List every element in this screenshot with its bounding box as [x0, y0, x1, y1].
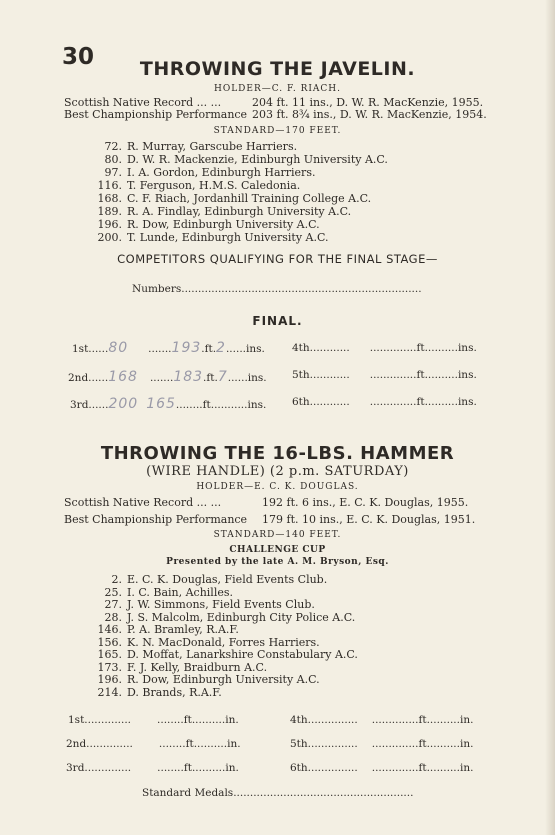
competitor-name: D. Moffat, Lanarkshire Constabulary A.C.	[127, 648, 358, 661]
javelin-record-label: Scottish Native Record ... ...	[64, 96, 222, 109]
javelin-holder: HOLDER—C. F. RIACH.	[213, 84, 342, 94]
handwritten-entry: 80	[108, 340, 129, 356]
result-row	[290, 762, 473, 774]
competitor-number: 27.	[104, 598, 122, 611]
competitor-number: 156.	[97, 635, 122, 649]
dot-leader: ............	[309, 369, 350, 381]
handwritten-feet: 183	[173, 369, 204, 385]
javelin-record-value: 204 ft. 11 ins., D. W. R. MacKenzie, 1955.	[252, 96, 484, 109]
result-row	[68, 714, 239, 726]
competitor-row	[82, 140, 388, 153]
dot-leader: ............	[309, 396, 350, 408]
feet-inches-label: ..............ft..........in.	[371, 762, 474, 774]
inches-label: ..........ins.	[214, 399, 267, 411]
challenge-cup: CHALLENGE CUP	[229, 545, 326, 555]
dot-leader: .......	[149, 372, 174, 384]
competitor-name: R. Murray, Garscube Harriers.	[127, 140, 298, 153]
dot-leader: ......	[88, 399, 109, 411]
competitor-row	[82, 648, 358, 661]
dot-leader: ..............	[84, 714, 132, 726]
handwritten-entry: 168	[108, 369, 138, 385]
result-place: 4th	[292, 342, 310, 354]
dot-leader: ...............	[307, 714, 358, 726]
result-row	[68, 369, 267, 385]
result-place: 3rd	[70, 399, 89, 411]
handwritten-feet: 165	[146, 396, 176, 412]
competitor-row	[82, 192, 388, 205]
result-place: 3rd	[66, 762, 85, 774]
result-place: 1st	[68, 714, 85, 726]
competitor-number: 168.	[97, 192, 122, 205]
competitor-name: T. Lunde, Edinburgh University A.C.	[127, 231, 329, 244]
competitor-name: I. C. Bain, Achilles.	[127, 585, 233, 599]
handwritten-inches: 2	[216, 340, 226, 356]
competitor-row	[82, 636, 358, 649]
javelin-best-label: Best Championship Performance	[64, 108, 248, 121]
competitor-row	[82, 661, 358, 674]
competitor-name: F. J. Kelly, Braidburn A.C.	[127, 660, 268, 674]
result-row	[290, 738, 473, 750]
hammer-best-value: 179 ft. 10 ins., E. C. K. Douglas, 1951.	[262, 513, 476, 526]
javelin-standard: STANDARD—170 FEET.	[213, 126, 342, 136]
competitor-row	[82, 586, 358, 599]
qualifying-heading: COMPETITORS QUALIFYING FOR THE FINAL STAGE—	[117, 252, 438, 266]
feet-inches-label: ........ft..........in.	[157, 762, 239, 774]
competitor-number: 200.	[97, 231, 122, 244]
result-row	[290, 714, 473, 726]
javelin-best-value: 203 ft. 8¾ ins., D. W. R. MacKenzie, 1954.	[252, 108, 487, 121]
competitor-row	[82, 179, 388, 192]
hammer-standard: STANDARD—140 FEET.	[213, 530, 342, 540]
result-place: 2nd	[66, 738, 87, 750]
final-heading: FINAL.	[252, 314, 303, 328]
result-row	[66, 738, 241, 750]
competitor-name: K. N. MacDonald, Forres Harriers.	[127, 635, 320, 649]
feet-label: .ft.	[199, 399, 215, 411]
handwritten-inches: 7	[217, 369, 228, 385]
feet-inches-label: ..............ft..........in.	[371, 738, 474, 750]
competitor-number: 189.	[97, 205, 122, 218]
competitor-name: T. Ferguson, H.M.S. Caledonia.	[127, 179, 301, 192]
qualifying-numbers-line: Numbers........................................................................	[132, 283, 422, 295]
competitor-row	[82, 686, 358, 699]
competitor-number: 173.	[97, 660, 122, 674]
competitor-number: 80.	[104, 153, 122, 166]
competitor-name: E. C. K. Douglas, Field Events Club.	[127, 573, 328, 586]
inches-label: ......ins.	[225, 343, 265, 355]
feet-inches-label: ..............ft..........ins.	[369, 396, 477, 408]
competitor-name: P. A. Bramley, R.A.F.	[127, 623, 239, 636]
competitor-list	[82, 140, 388, 244]
competitor-row	[82, 153, 388, 166]
dot-leader: .......	[148, 343, 172, 355]
result-row	[70, 396, 266, 412]
competitor-name: D. Brands, R.A.F.	[127, 685, 222, 699]
result-row	[66, 762, 239, 774]
competitor-name: R. Dow, Edinburgh University A.C.	[127, 673, 320, 686]
dot-leader: .......	[175, 399, 200, 411]
competitor-number: 2.	[111, 573, 122, 586]
competitor-name: R. Dow, Edinburgh University A.C.	[127, 218, 320, 231]
hammer-record-value: 192 ft. 6 ins., E. C. K. Douglas, 1955.	[262, 496, 469, 509]
competitor-row	[82, 166, 388, 179]
feet-inches-label: ..............ft..........ins.	[369, 342, 477, 354]
competitor-row	[82, 231, 388, 244]
hammer-subtitle: (WIRE HANDLE) (2 p.m. SATURDAY)	[146, 464, 409, 479]
dot-leader: ...............	[307, 762, 358, 774]
feet-label: .ft.	[203, 372, 218, 384]
competitor-name: J. W. Simmons, Field Events Club.	[127, 598, 315, 611]
result-place: 6th	[290, 762, 308, 774]
competitor-number: 165.	[97, 648, 122, 661]
page-number: 30	[62, 44, 95, 70]
result-place: 2nd	[68, 372, 89, 384]
competitor-number: 97.	[104, 166, 122, 179]
result-place: 1st	[72, 343, 89, 355]
handwritten-entry: 200	[108, 396, 139, 412]
hammer-best-label: Best Championship Performance	[64, 513, 248, 526]
competitor-number: 28.	[104, 610, 122, 624]
competitor-row	[82, 623, 358, 636]
competitor-number: 214.	[97, 685, 122, 699]
standard-medals-line: Standard Medals......................................................	[142, 787, 414, 799]
competitor-name: R. A. Findlay, Edinburgh University A.C.	[127, 205, 352, 218]
competitor-row	[82, 205, 388, 218]
competitor-row	[82, 218, 388, 231]
hammer-holder: HOLDER—E. C. K. DOUGLAS.	[196, 482, 359, 492]
result-place: 5th	[290, 738, 308, 750]
result-place: 5th	[292, 369, 310, 381]
competitor-number: 25.	[104, 585, 122, 599]
result-row	[292, 369, 477, 381]
competitor-number: 196.	[97, 673, 122, 686]
competitor-name: J. S. Malcolm, Edinburgh City Police A.C.	[127, 610, 356, 624]
hammer-record-label: Scottish Native Record ... ...	[64, 496, 222, 509]
inches-label: ......ins.	[227, 372, 267, 384]
competitor-row	[82, 573, 358, 586]
competitor-name: I. A. Gordon, Edinburgh Harriers.	[127, 166, 316, 179]
handwritten-feet: 193	[171, 340, 202, 356]
hammer-title: THROWING THE 16-LBS. HAMMER	[100, 443, 455, 464]
feet-inches-label: ........ft..........in.	[158, 738, 241, 750]
result-place: 6th	[292, 396, 310, 408]
competitor-name: D. W. R. Mackenzie, Edinburgh University A.C.	[127, 153, 388, 166]
competitor-number: 146.	[97, 623, 122, 636]
competitor-number: 72.	[104, 140, 122, 153]
result-row	[292, 342, 477, 354]
feet-inches-label: ..............ft..........in.	[371, 714, 474, 726]
result-place: 4th	[290, 714, 308, 726]
competitor-row	[82, 598, 358, 611]
dot-leader: ..............	[86, 738, 133, 750]
result-row	[72, 340, 265, 356]
result-row	[292, 396, 477, 408]
presented-by: Presented by the late A. M. Bryson, Esq.	[166, 557, 389, 567]
feet-label: .ft.	[201, 343, 217, 355]
dot-leader: ......	[88, 343, 109, 355]
competitor-name: C. F. Riach, Jordanhill Training College A.C.	[127, 192, 372, 205]
feet-inches-label: ........ft..........in.	[157, 714, 239, 726]
dot-leader: ............	[309, 342, 350, 354]
competitor-list	[82, 573, 358, 698]
competitor-number: 196.	[97, 218, 122, 231]
dot-leader: ......	[88, 372, 109, 384]
javelin-title: THROWING THE JAVELIN.	[139, 58, 416, 80]
dot-leader: ...............	[307, 738, 358, 750]
competitor-row	[82, 673, 358, 686]
dot-leader: ..............	[84, 762, 132, 774]
competitor-number: 116.	[97, 179, 122, 192]
competitor-row	[82, 611, 358, 624]
feet-inches-label: ..............ft..........ins.	[369, 369, 477, 381]
